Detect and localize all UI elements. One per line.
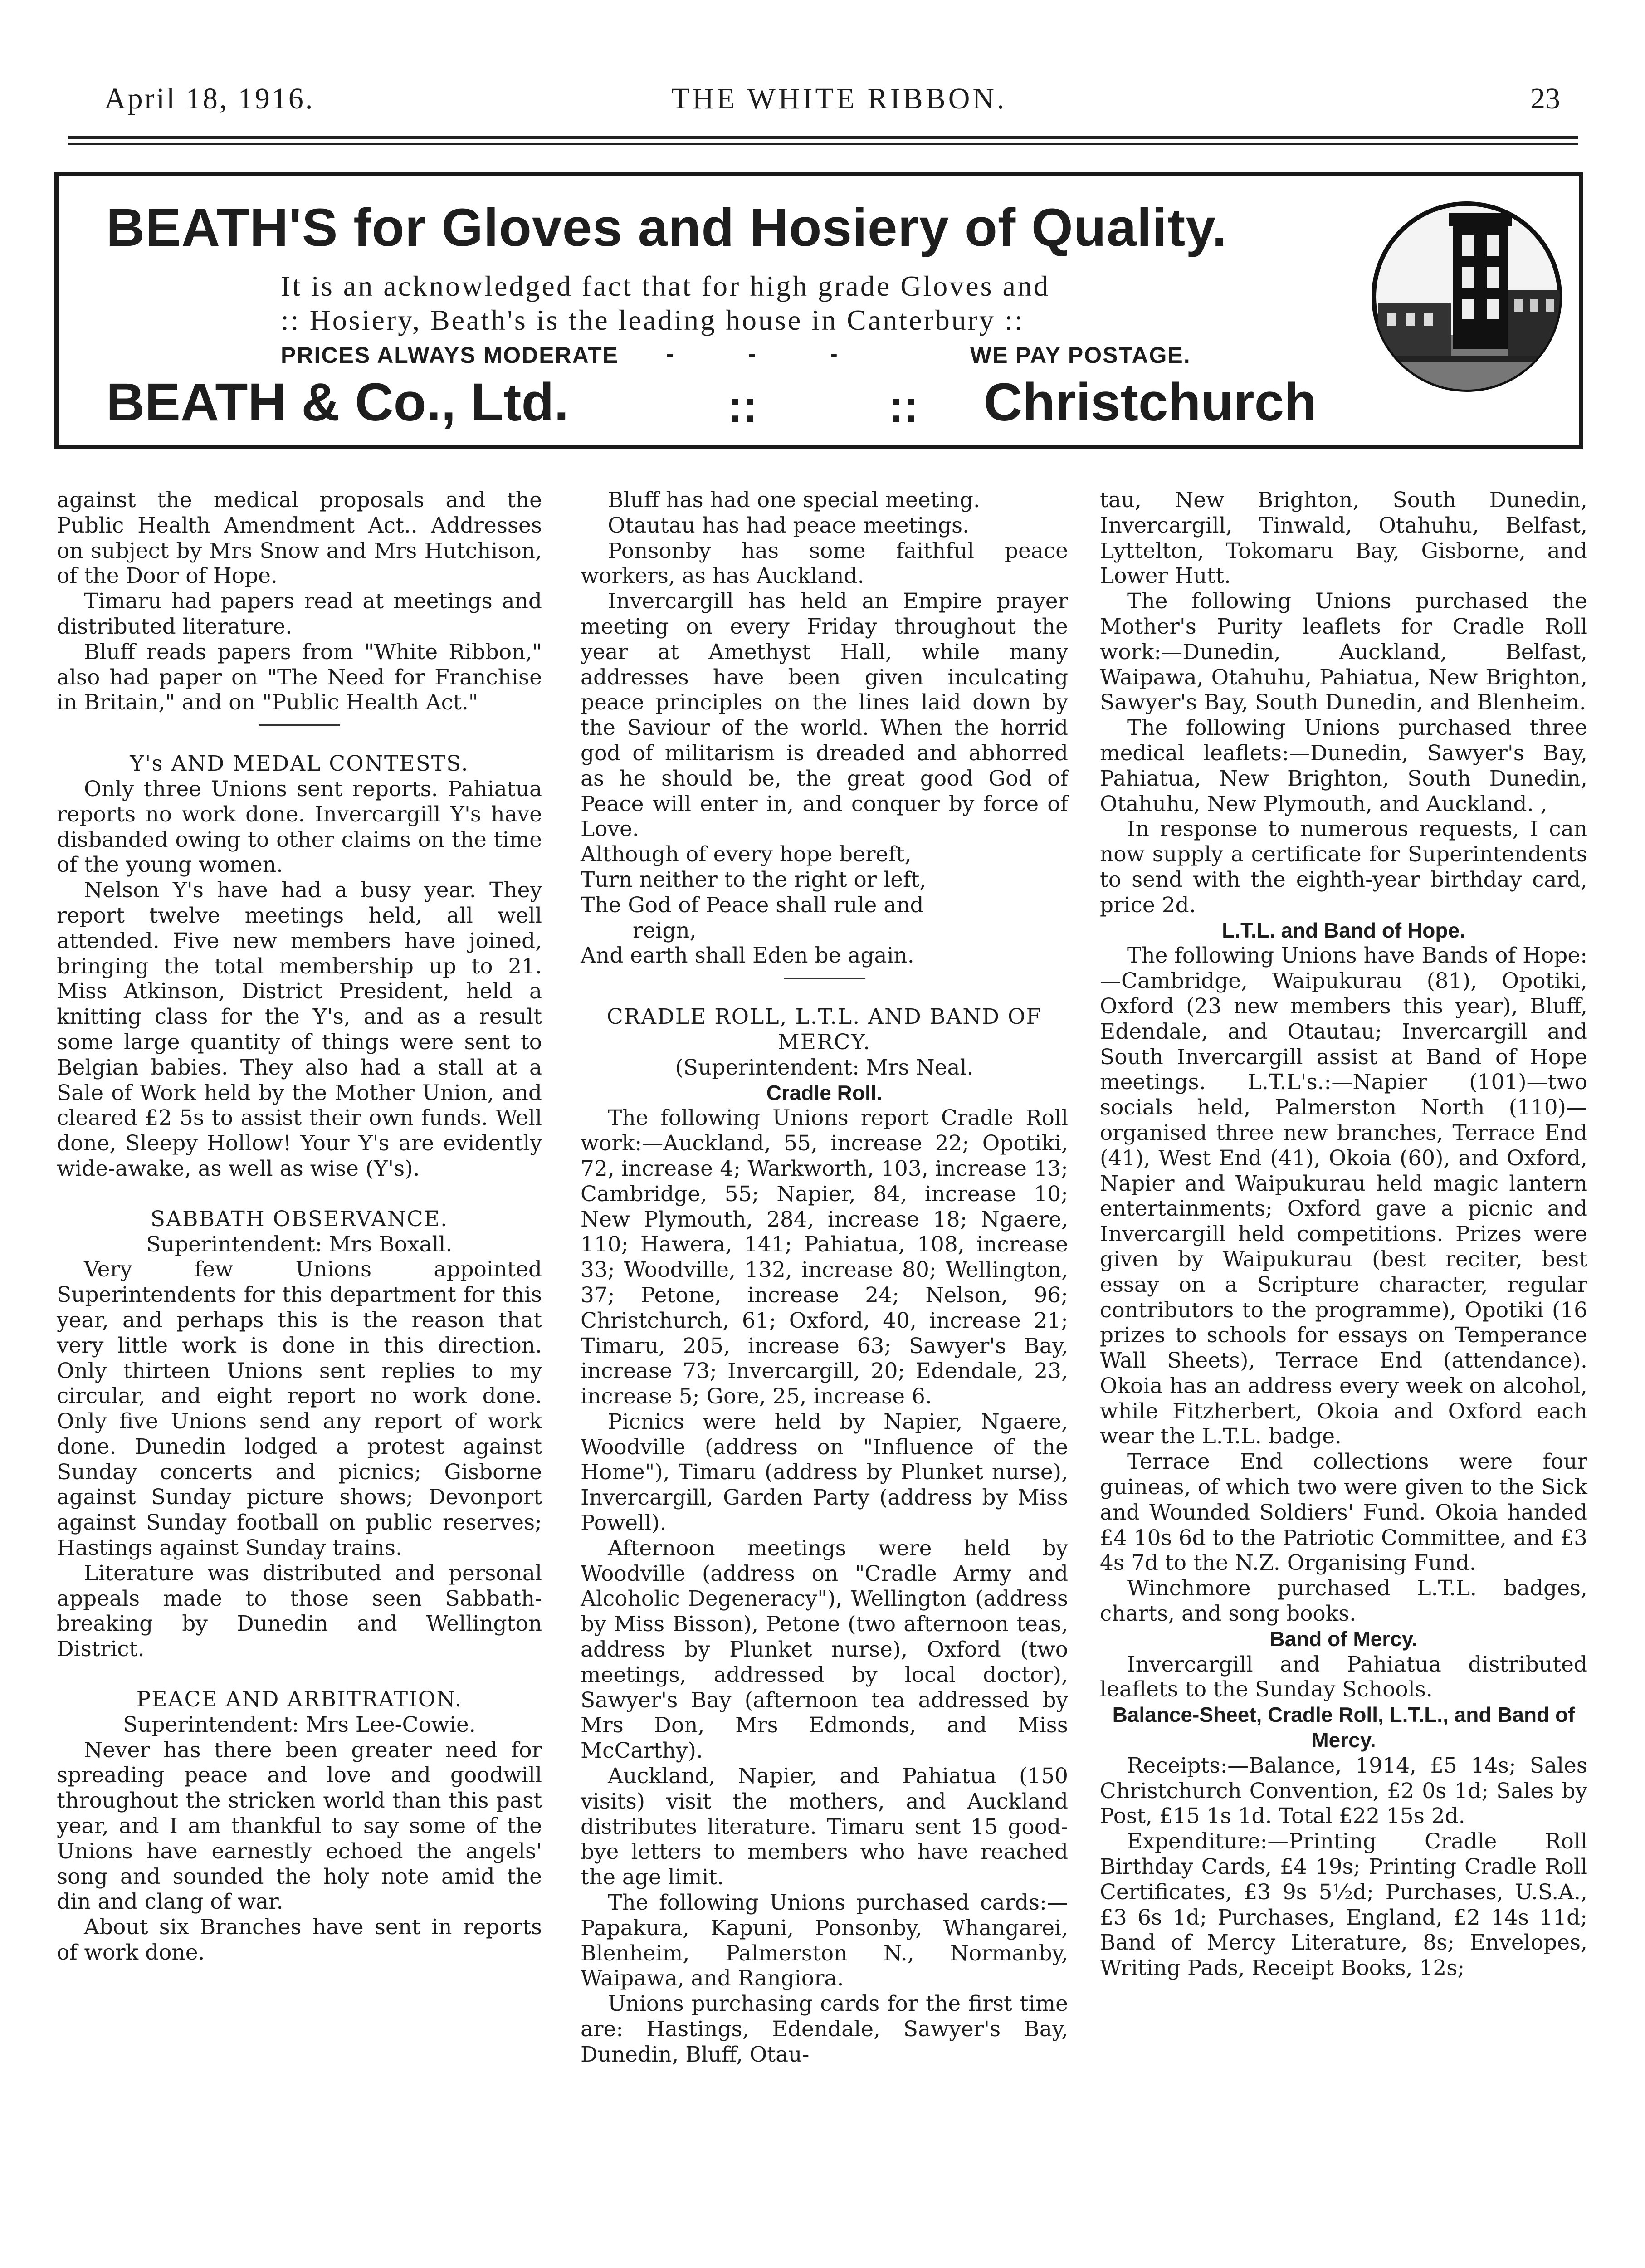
page-number: 23 [1530, 82, 1560, 115]
section-divider [259, 724, 340, 726]
paragraph: Never has there been greater need for spreading peace and love and goodwill throughout the stricken world than this past year, and I am thankful to say some of the Unions have earnestly echoed the angels' song and sounded the holy note amid the din and clang of war. [57, 1737, 542, 1915]
paragraph: tau, New Brighton, South Dunedin, Invercargill, Tinwald, Otahuhu, Belfast, Lyttelton, Tokomaru Bay, Gisborne, and Lower Hutt. [1100, 488, 1587, 589]
section-superintendent: Superintendent: Mrs Boxall. [146, 1232, 453, 1257]
ad-tagline-1: It is an acknowledged fact that for high grade Gloves and [281, 270, 1050, 302]
paragraph: Invercargill has held an Empire prayer meeting on every Friday throughout the year at Amethyst Hall, while many addresses have been given inculcating peace principles on the lines laid down by the Saviour of the world. When the horrid god of militarism is dreaded and abhorred as he should be, the great good God of Peace will enter in, and conquer by force of Love. [581, 589, 1068, 842]
paragraph: Expenditure:—Printing Cradle Roll Birthday Cards, £4 19s; Printing Cradle Roll Certificates, £3 9s 5½d; Purchases, U.S.A., £3 6s 1d; Purchases, England, £2 14s 11d; Band of Mercy Literature, 8s; Envelopes, Writing Pads, Receipt Books, 12s; [1100, 1829, 1587, 1981]
paragraph: The following Unions purchased three medical leaflets:—Dunedin, Sawyer's Bay, Pahiatua, New Brighton, South Dunedin, Otahuhu, New Plymouth, and Auckland. , [1100, 715, 1587, 816]
paragraph: The following Unions purchased cards:—Papakura, Kapuni, Ponsonby, Whangarei, Blenheim, Palmerston N., Normanby, Waipawa, and Rangiora. [581, 1890, 1068, 1991]
paragraph: Ponsonby has some faithful peace workers, as has Auckland. [581, 538, 1068, 589]
ad-tagline-2: :: Hosiery, Beath's is the leading house in Canterbury :: [281, 304, 1025, 336]
paragraph: Otautau has had peace meetings. [608, 513, 970, 538]
section-superintendent: Superintendent: Mrs Lee-Cowie. [123, 1712, 476, 1737]
ad-postage: WE PAY POSTAGE. [970, 342, 1191, 368]
publication-title: THE WHITE RIBBON. [671, 82, 1007, 115]
paragraph: Terrace End collections were four guineas, of which two were given to the Sick and Wounded Soldiers' Fund. Okoia handed £4 10s 6d to the Patriotic Committee, and £3 4s 7d to the N.Z. Organising Fund. [1100, 1449, 1587, 1576]
paragraph: The following Unions have Bands of Hope:—Cambridge, Waipukurau (81), Opotiki, Oxford (23 new members this year), Bluff, Edendale, and Otautau; Invercargill and South Invercargill assist at Band of Hope meetings. L.T.L's.:—Napier (101)—two socials held, Palmerston North (110)—organised three new branches, Terrace End (41), West End (41), Okoia (60), and Oxford, Napier and Waipukurau held magic lantern entertainments; Oxford gave a picnic and Invercargill held competitions. Prizes were given by Waipukurau (best reciter, best essay on a Scripture character, regular contributors to the programme), Opotiki (16 prizes to schools for essays on Temperance Wall Sheets), Terrace End (attendance). Okoia has an address every week on alcohol, while Fitzherbert, Okoia and Oxford each wear the L.T.L. badge. [1100, 943, 1587, 1449]
subsection-heading: Balance-Sheet, Cradle Roll, L.T.L., and Band of Mercy. [1112, 1703, 1575, 1752]
paragraph: Auckland, Napier, and Pahiatua (150 visits) visit the mothers, and Auckland distributes literature. Timaru sent 15 good-bye letters to members who have reached the age limit. [581, 1764, 1068, 1890]
ad-city: Christchurch [984, 372, 1317, 432]
subsection-heading: Cradle Roll. [766, 1080, 883, 1105]
section-divider [784, 978, 865, 979]
paragraph: In response to numerous requests, I can now supply a certificate for Superintendents to send with the eighth-year birthday card, price 2d. [1100, 816, 1587, 918]
verse-line: Turn neither to the right or left, [581, 867, 927, 892]
advertisement-box [54, 172, 1583, 449]
header-rule [68, 136, 1578, 145]
paragraph: Picnics were held by Napier, Ngaere, Woodville (address on "Influence of the Home"), Timaru (address by Plunket nurse), Invercargill, Garden Party (address by Miss Powell). [581, 1409, 1068, 1536]
paragraph: Unions purchasing cards for the first time are: Hastings, Edendale, Sawyer's Bay, Dunedin, Bluff, Otau- [581, 1991, 1068, 2067]
ad-heading: BEATH'S for Gloves and Hosiery of Quality. [106, 198, 1228, 258]
verse-line: And earth shall Eden be again. [581, 943, 914, 968]
issue-date: April 18, 1916. [104, 82, 315, 115]
page-header [104, 73, 1560, 127]
paragraph: Only three Unions sent reports. Pahiatua reports no work done. Invercargill Y's have disbanded owing to other claims on the time of the young women. [57, 776, 542, 878]
paragraph: Afternoon meetings were held by Woodville (address on "Cradle Army and Alcoholic Degeneracy"), Wellington (address by Miss Bisson), Petone (two afternoon teas, address by Plunket nurse), Oxford (two meetings, addressed by local doctor), Sawyer's Bay (afternoon tea addressed by Mrs Don, Mrs Edmonds, and Miss McCarthy). [581, 1535, 1068, 1764]
section-heading: PEACE AND ARBITRATION. [136, 1687, 463, 1712]
building-illustration [1369, 199, 1564, 394]
paragraph: The following Unions report Cradle Roll work:—Auckland, 55, increase 22; Opotiki, 72, increase 4; Warkworth, 103, increase 13; Cambridge, 55; Napier, 84, increase 10; New Plymouth, 284, increase 18; Ngaere, 110; Hawera, 141; Pahiatua, 108, increase 33; Woodville, 132, increase 80; Wellington, 37; Petone, increase 24; Nelson, 96; Christchurch, 61; Oxford, 40, increase 21; Timaru, 205, increase 63; Sawyer's Bay, increase 73; Invercargill, 20; Edendale, 23, increase 5; Gore, 25, increase 6. [581, 1105, 1068, 1409]
paragraph: Bluff reads papers from "White Ribbon," also had paper on "The Need for Franchise in Britain," and on "Public Health Act." [57, 639, 542, 715]
section-superintendent: (Superintendent: Mrs Neal. [675, 1055, 974, 1080]
paragraph: Receipts:—Balance, 1914, £5 14s; Sales Christchurch Convention, £2 0s 1d; Sales by Post, £15 1s 1d. Total £22 15s 2d. [1100, 1753, 1587, 1829]
subsection-heading: Band of Mercy. [1269, 1627, 1418, 1651]
paragraph: Winchmore purchased L.T.L. badges, charts, and song books. [1100, 1576, 1587, 1627]
verse-line: Although of every hope bereft, [581, 842, 912, 867]
section-heading: CRADLE ROLL, L.T.L. AND BAND OF MERCY. [606, 1004, 1042, 1055]
paragraph: Invercargill and Pahiatua distributed leaflets to the Sunday Schools. [1100, 1652, 1587, 1702]
paragraph: Literature was distributed and personal appeals made to those seen Sabbath-breaking by Dunedin and Wellington District. [57, 1560, 542, 1662]
paragraph: Timaru had papers read at meetings and distributed literature. [57, 589, 542, 639]
text-column-1 [57, 488, 542, 1965]
paragraph: Nelson Y's have had a busy year. They report twelve meetings held, all well attended. Five new members have joined, bringing the total membership up to 21. Miss Atkinson, District President, held a knitting class for the Y's, and as a result some large quantity of things were sent to Belgian babies. They also had a stall at a Sale of Work held by the Mother Union, and cleared £2 5s to assist their own funds. Well done, Sleepy Hollow! Your Y's are evidently wide-awake, as well as wise (Y's). [57, 878, 542, 1181]
paragraph: Bluff has had one special meeting. [608, 488, 980, 513]
ad-prices: PRICES ALWAYS MODERATE [281, 342, 619, 368]
section-heading: Y's AND MEDAL CONTESTS. [130, 751, 469, 777]
verse-line: The God of Peace shall rule and [581, 892, 924, 918]
section-heading: SABBATH OBSERVANCE. [150, 1206, 449, 1232]
paragraph: About six Branches have sent in reports of work done. [57, 1915, 542, 1965]
subsection-heading: L.T.L. and Band of Hope. [1222, 918, 1465, 942]
ad-company: BEATH & Co., Ltd. [106, 372, 569, 432]
paragraph: against the medical proposals and the Public Health Amendment Act.. Addresses on subject by Mrs Snow and Mrs Hutchison, of the Door of Hope. [57, 488, 542, 589]
verse-line: reign, [633, 918, 697, 943]
text-column-3 [1100, 488, 1587, 1981]
paragraph: The following Unions purchased the Mother's Purity leaflets for Cradle Roll work:—Dunedin, Auckland, Belfast, Waipawa, Otahuhu, Pahiatua, New Brighton, Sawyer's Bay, South Dunedin, and Blenheim. [1100, 589, 1587, 715]
ad-dots: - - - [666, 341, 838, 367]
text-column-2 [581, 488, 1068, 2068]
ad-separator: :: [727, 381, 758, 432]
paragraph: Very few Unions appointed Superintendents for this department for this year, and perhaps this is the reason that very little work is done in this direction. Only thirteen Unions sent replies to my circular, and eight report no work done. Only five Unions send any report of work done. Dunedin lodged a protest against Sunday concerts and picnics; Gisborne against Sunday picture shows; Devonport against Sunday football on public reserves; Hastings against Sunday trains. [57, 1257, 542, 1561]
ad-separator: :: [888, 381, 919, 432]
